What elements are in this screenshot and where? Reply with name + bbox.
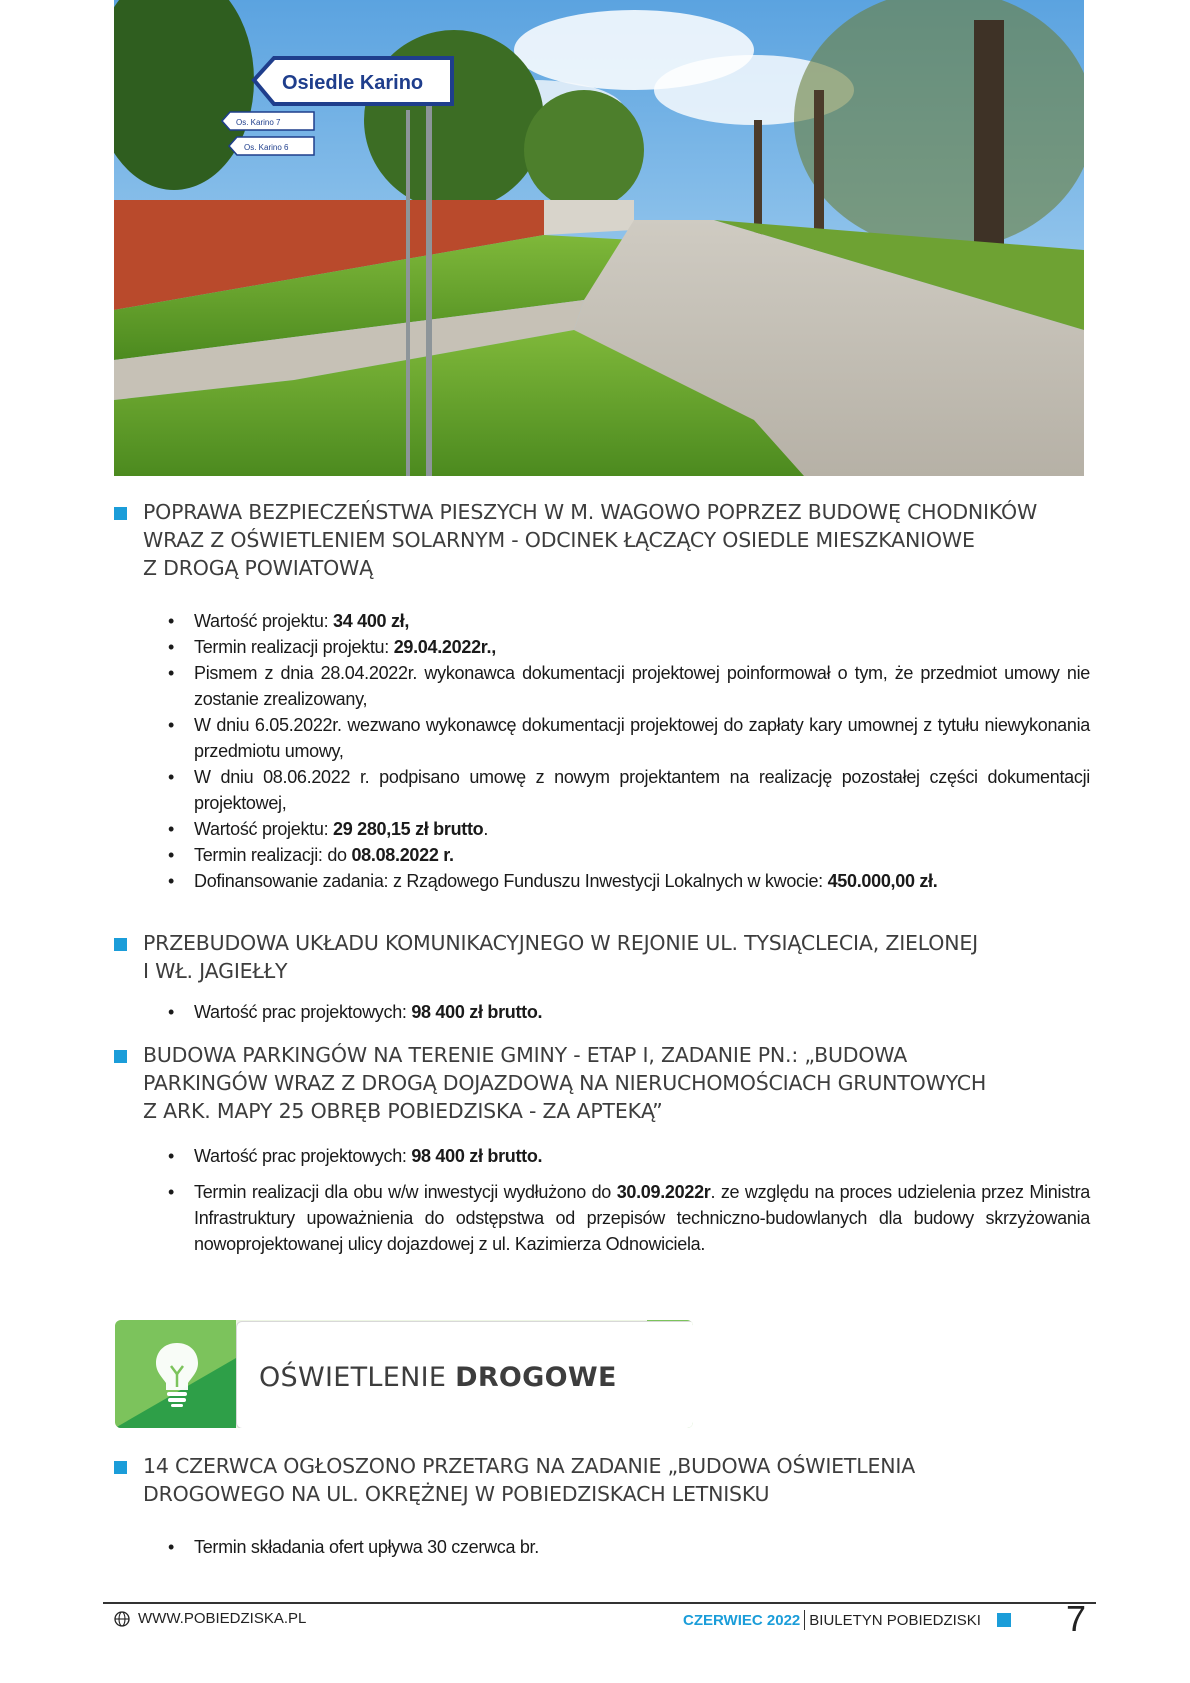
list-item: • W dniu 6.05.2022r. wezwano wykonawcę dokumentacji projektowej do zapłaty kary umownej z tytułu niewykonania przedmiotu umowy, <box>168 712 1090 764</box>
banner-title: OŚWIETLENIE DROGOWE <box>259 1362 617 1393</box>
heading-line: PRZEBUDOWA UKŁADU KOMUNIKACYJNEGO W REJONIE UL. TYSIĄCLECIA, ZIELONEJ <box>143 931 978 955</box>
list-item: • Termin realizacji: do 08.08.2022 r. <box>168 842 1090 868</box>
bullet-list <box>114 1143 1090 1257</box>
heading-line: I WŁ. JAGIEŁŁY <box>143 959 288 983</box>
page-number: 7 <box>1066 1598 1087 1639</box>
list-item: • Wartość projektu: 29 280,15 zł brutto. <box>168 816 1090 842</box>
bullet-list <box>114 608 1090 894</box>
footer-website[interactable] <box>114 1610 306 1627</box>
section-chodniki-wagowo <box>114 498 1090 894</box>
sign-small-1-text: Os. Karino 7 <box>236 118 281 127</box>
footer-month: CZERWIEC 2022 <box>683 1611 801 1629</box>
list-item: • Wartość projektu: 34 400 zł, <box>168 608 1090 634</box>
list-item: • Termin realizacji dla obu w/w inwestycji wydłużono do 30.09.2022r. ze względu na proces udzielenia przez Ministra Infrastruktury upoważnienia do odstępstwa od przepisów techniczno-budowlanych dla budowy skrzyżowania nowoprojektowanej ulicy dojazdowej z ul. Kazimierza Odnowiciela. <box>168 1179 1090 1257</box>
section-parkingi <box>114 1041 1090 1257</box>
section-oswietlenie <box>114 1452 1090 1560</box>
bullet-list <box>114 1534 1090 1560</box>
bullet-square-icon <box>114 938 127 951</box>
heading-line: POPRAWA BEZPIECZEŃSTWA PIESZYCH W M. WAGOWO POPRZEZ BUDOWĘ CHODNIKÓW <box>143 500 1038 524</box>
footer-separator <box>804 1610 805 1630</box>
heading-line: PARKINGÓW WRAZ Z DROGĄ DOJAZDOWĄ NA NIERUCHOMOŚCIACH GRUNTOWYCH <box>143 1071 987 1095</box>
heading-line: BUDOWA PARKINGÓW NA TERENIE GMINY - ETAP I, ZADANIE PN.: „BUDOWA <box>143 1043 908 1067</box>
list-item: • Pismem z dnia 28.04.2022r. wykonawca dokumentacji projektowej poinformował o tym, że przedmiot umowy nie zostanie zrealizowany, <box>168 660 1090 712</box>
footer-website-link[interactable]: WWW.POBIEDZISKA.PL <box>138 1610 307 1627</box>
heading-line: WRAZ Z OŚWIETLENIEM SOLARNYM - ODCINEK ŁĄCZĄCY OSIEDLE MIESZKANIOWE <box>143 528 975 552</box>
sign-main-text: Osiedle Karino <box>282 72 424 94</box>
footer-publication <box>683 1610 1011 1630</box>
header-photo <box>114 0 1084 476</box>
footer-divider <box>103 1602 1096 1604</box>
section-heading <box>114 929 1090 985</box>
bullet-square-icon <box>114 1050 127 1063</box>
list-item: • Wartość prac projektowych: 98 400 zł brutto. <box>168 999 1090 1025</box>
road-landscape-photo <box>114 0 1084 476</box>
heading-line: 14 CZERWCA OGŁOSZONO PRZETARG NA ZADANIE „BUDOWA OŚWIETLENIA <box>143 1454 916 1478</box>
list-item: • Termin składania ofert upływa 30 czerwca br. <box>168 1534 1090 1560</box>
section-uklad-komunikacyjny <box>114 929 1090 1025</box>
bullet-list <box>114 999 1090 1025</box>
list-item: • Wartość prac projektowych: 98 400 zł brutto. <box>168 1143 1090 1169</box>
list-item: • Dofinansowanie zadania: z Rządowego Funduszu Inwestycji Lokalnych w kwocie: 450.000,00 zł. <box>168 868 1090 894</box>
section-heading <box>114 498 1090 582</box>
lightbulb-icon <box>152 1340 202 1408</box>
section-heading <box>114 1041 1090 1125</box>
bullet-square-icon <box>114 507 127 520</box>
section-heading <box>114 1452 1090 1508</box>
heading-line: Z ARK. MAPY 25 OBRĘB POBIEDZISKA - ZA APTEKĄ” <box>143 1099 663 1123</box>
bullet-square-icon <box>114 1461 127 1474</box>
sign-small-2-text: Os. Karino 6 <box>244 143 289 152</box>
globe-icon <box>114 1611 130 1627</box>
heading-line: DROGOWEGO NA UL. OKRĘŻNEJ W POBIEDZISKACH LETNISKU <box>143 1482 770 1506</box>
footer-square-icon <box>997 1613 1011 1627</box>
list-item: • Termin realizacji projektu: 29.04.2022r., <box>168 634 1090 660</box>
footer-publication-name: BIULETYN POBIEDZISKI <box>809 1611 981 1629</box>
list-item: • W dniu 08.06.2022 r. podpisano umowę z nowym projektantem na realizację pozostałej części dokumentacji projektowej, <box>168 764 1090 816</box>
heading-line: Z DROGĄ POWIATOWĄ <box>143 556 373 580</box>
